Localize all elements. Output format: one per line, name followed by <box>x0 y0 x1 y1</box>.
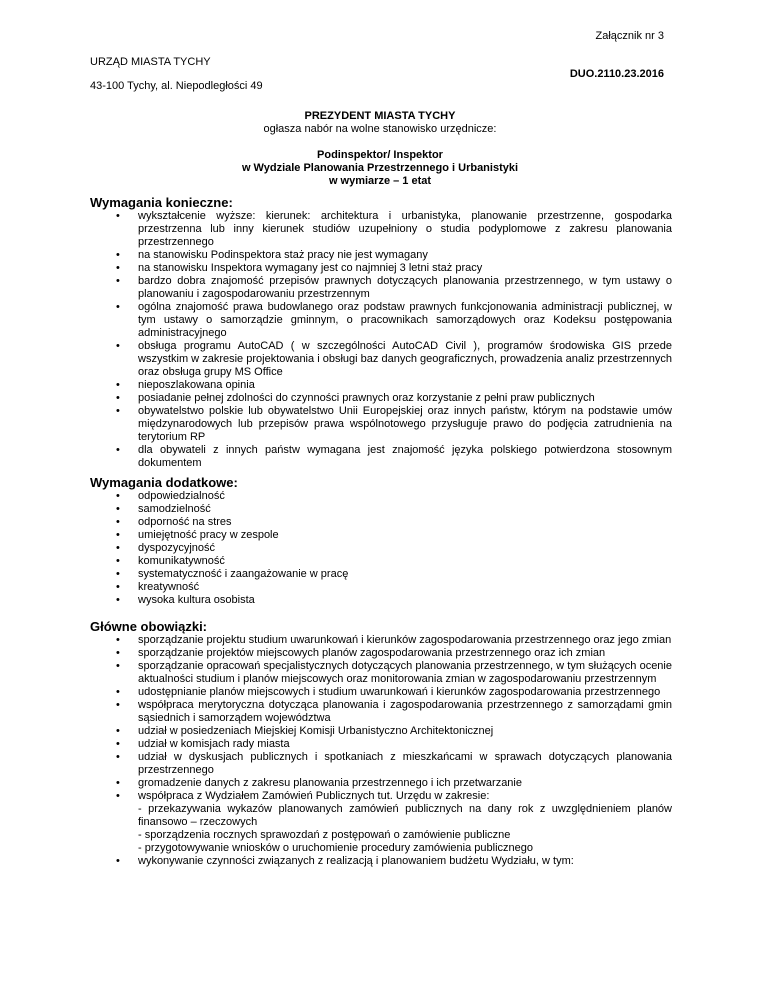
list-item: • udostępnianie planów miejscowych i studium uwarunkowań i kierunków zagospodarowania przestrzennego <box>90 686 672 699</box>
list-item: • obsługa programu AutoCAD ( w szczególności AutoCAD Civil ), programów środowiska GIS przede wszystkim w zakresie projektowania i obsługi baz danych geograficznych, prowadzenia analiz przestrzennych oraz obsługa grupy MS Office <box>90 340 672 379</box>
attachment-label: Załącznik nr 3 <box>595 30 664 42</box>
office-name: URZĄD MIASTA TYCHY <box>90 56 211 68</box>
list-item: • komunikatywność <box>90 555 672 568</box>
list-item: • udział w komisjach rady miasta <box>90 738 672 751</box>
list-item: • sporządzanie opracowań specjalistycznych dotyczących planowania przestrzennego, w tym służących ocenie aktualności studium i planów miejscowych oraz monitorowania zmian w zagospodarowaniu przestrzennym <box>90 660 672 686</box>
sub-item: - przygotowywanie wniosków o uruchomienie procedury zamówienia publicznego <box>138 842 533 854</box>
sub-item: - przekazywania wykazów planowanych zamówień publicznych na dany rok z uwzględnieniem planów finansowo – rzeczowych <box>138 803 672 828</box>
duties-list <box>90 634 672 868</box>
list-item: • samodzielność <box>90 503 672 516</box>
required-list <box>90 210 672 470</box>
list-item: • ogólna znajomość prawa budowlanego oraz podstaw prawnych funkcjonowania administracji publicznej, w tym ustawy o samorządzie gminnym, o pracownikach samorządowych oraz Kodeksu postępowania administracyjnego <box>90 301 672 340</box>
list-item: • systematyczność i zaangażowanie w pracę <box>90 568 672 581</box>
list-item: • wykonywanie czynności związanych z realizacją i planowaniem budżetu Wydziału, w tym: <box>90 855 672 868</box>
list-item: • odpowiedzialność <box>90 490 672 503</box>
position-line-3: w wymiarze – 1 etat <box>328 175 432 187</box>
list-item: • udział w dyskusjach publicznych i spotkaniach z mieszkańcami w sprawach dotyczących planowania przestrzennego <box>90 751 672 777</box>
list-item: • bardzo dobra znajomość przepisów prawnych dotyczących planowania przestrzennego, w tym ustawy o planowaniu i zagospodarowaniu przestrzennym <box>90 275 672 301</box>
list-item: • sporządzanie projektu studium uwarunkowań i kierunków zagospodarowania przestrzennego oraz jego zmian <box>90 634 672 647</box>
list-item: • nieposzlakowana opinia <box>90 379 672 392</box>
required-heading: Wymagania konieczne: <box>90 195 233 210</box>
list-item: • posiadanie pełnej zdolności do czynności prawnych oraz korzystanie z pełni praw publicznych <box>90 392 672 405</box>
position-line-2: w Wydziale Planowania Przestrzennego i Urbanistyki <box>241 162 519 174</box>
office-address: 43-100 Tychy, al. Niepodległości 49 <box>90 80 263 92</box>
duties-heading: Główne obowiązki: <box>90 619 208 634</box>
additional-list <box>90 490 672 607</box>
list-item: • gromadzenie danych z zakresu planowania przestrzennego i ich przetwarzanie <box>90 777 672 790</box>
list-item: • wysoka kultura osobista <box>90 594 672 607</box>
reference-number: DUO.2110.23.2016 <box>569 68 664 80</box>
list-item: • na stanowisku Inspektora wymagany jest co najmniej 3 letni staż pracy <box>90 262 672 275</box>
list-item: • wykształcenie wyższe: kierunek: architektura i urbanistyka, planowanie przestrzenne, gospodarka przestrzenna lub inny kierunek studiów uzupełniony o studia podyplomowe z zakresu planowania przestrzennego <box>90 210 672 249</box>
list-item: • współpraca merytoryczna dotycząca planowania i zagospodarowania przestrzennego z samorządami gmin sąsiednich i samorządem województwa <box>90 699 672 725</box>
position-line-1: Podinspektor/ Inspektor <box>317 149 443 161</box>
list-item-text: współpraca z Wydziałem Zamówień Publicznych tut. Urzędu w zakresie: <box>138 790 490 802</box>
list-item <box>90 790 672 855</box>
sub-item: - sporządzenia rocznych sprawozdań z postępowań o zamówienie publiczne <box>138 829 511 841</box>
list-item: • dla obywateli z innych państw wymagana jest znajomość języka polskiego potwierdzona stosownym dokumentem <box>90 444 672 470</box>
announcement-title: PREZYDENT MIASTA TYCHY <box>304 110 456 122</box>
list-item: • obywatelstwo polskie lub obywatelstwo Unii Europejskiej oraz innych państw, którym na podstawie umów międzynarodowych lub przepisów prawa wspólnotowego przysługuje prawo do podjęcia zatrudnienia na terytorium RP <box>90 405 672 444</box>
list-item: • kreatywność <box>90 581 672 594</box>
list-item: • dyspozycyjność <box>90 542 672 555</box>
additional-heading: Wymagania dodatkowe: <box>90 475 238 490</box>
list-item: • umiejętność pracy w zespole <box>90 529 672 542</box>
list-item: • odporność na stres <box>90 516 672 529</box>
list-item: • na stanowisku Podinspektora staż pracy nie jest wymagany <box>90 249 672 262</box>
list-item: • udział w posiedzeniach Miejskiej Komisji Urbanistyczno Architektonicznej <box>90 725 672 738</box>
list-item: • sporządzanie projektów miejscowych planów zagospodarowania przestrzennego oraz ich zmian <box>90 647 672 660</box>
announcement-subtitle: ogłasza nabór na wolne stanowisko urzędnicze: <box>263 123 497 135</box>
